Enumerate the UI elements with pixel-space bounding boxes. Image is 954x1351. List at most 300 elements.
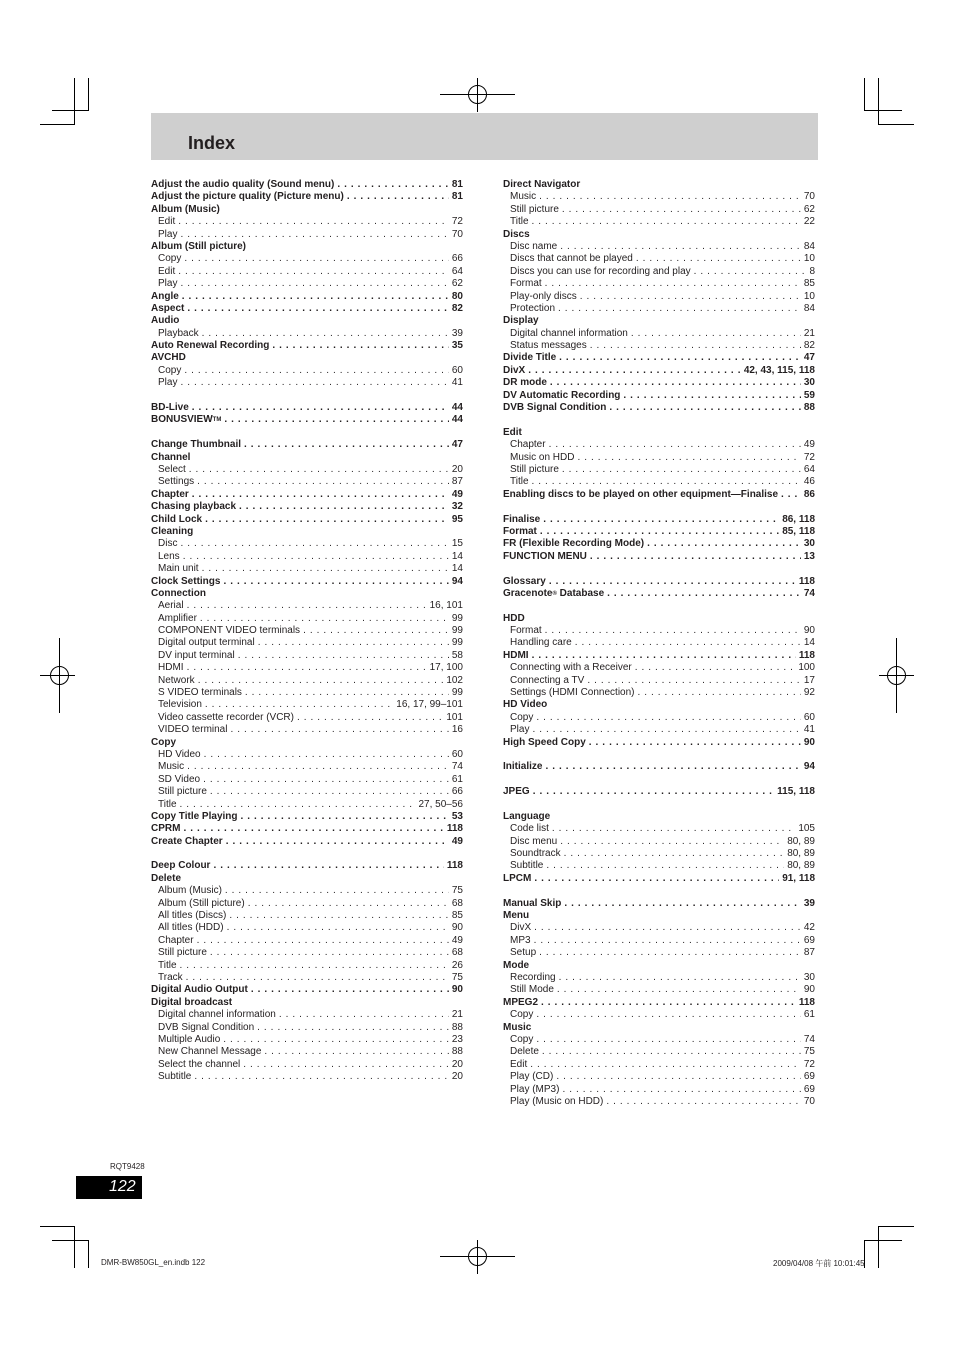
- index-entry: [503, 588, 815, 600]
- entry-term: [503, 997, 538, 1009]
- index-subentry: [151, 253, 463, 265]
- entry-term: [503, 551, 587, 563]
- dot-leader: [531, 935, 801, 947]
- index-entry: [503, 960, 815, 972]
- page-reference: 94: [803, 761, 815, 773]
- dot-leader: [536, 191, 801, 203]
- index-subentry: [151, 1059, 463, 1071]
- page-reference: 61: [803, 1009, 815, 1021]
- page-reference: 84: [803, 302, 815, 314]
- dot-leader: [603, 1096, 801, 1108]
- page-reference: 118: [798, 649, 815, 661]
- entry-term: [158, 761, 184, 773]
- page-reference: 44: [451, 402, 463, 414]
- page-number: 122: [109, 1178, 136, 1195]
- page-reference: 88: [451, 1046, 463, 1058]
- entry-term-text: All titles (Discs): [158, 910, 227, 922]
- index-entry: [503, 650, 815, 662]
- page-reference: 101: [446, 711, 463, 723]
- index-subentry: [151, 712, 463, 724]
- dot-leader: [561, 898, 801, 910]
- entry-term: [510, 204, 559, 216]
- index-subentry: [503, 637, 815, 649]
- index-subentry: [503, 984, 815, 996]
- index-subentry: [503, 972, 815, 984]
- index-subentry: [503, 303, 815, 315]
- entry-term-text: HDD: [503, 612, 525, 624]
- dot-leader: [177, 229, 448, 241]
- dot-leader: [181, 365, 449, 377]
- entry-term: [503, 229, 530, 241]
- index-subentry: [151, 1009, 463, 1021]
- entry-term-text: Title: [158, 798, 177, 810]
- index-subentry: [151, 377, 463, 389]
- dot-leader: [555, 303, 801, 315]
- entry-term-text: Title: [158, 959, 177, 971]
- dot-leader: [226, 910, 449, 922]
- entry-term-text: Connecting with a Receiver: [510, 662, 632, 674]
- entry-term: [510, 947, 536, 959]
- page-reference: 84: [803, 240, 815, 252]
- index-subentry: [151, 910, 463, 922]
- index-subentry: [503, 687, 815, 699]
- entry-term: [510, 860, 543, 872]
- dot-leader: [186, 464, 449, 476]
- entry-term: [151, 514, 202, 526]
- page-reference: 80, 89: [787, 848, 815, 860]
- page-reference: 20: [451, 463, 463, 475]
- dot-leader: [556, 352, 801, 364]
- index-subentry: [151, 662, 463, 674]
- entry-term: [503, 699, 547, 711]
- page-reference: 82: [803, 340, 815, 352]
- entry-term: [151, 576, 220, 588]
- entry-term: [503, 811, 550, 823]
- entry-term: [158, 1009, 276, 1021]
- dot-leader: [220, 576, 448, 588]
- page-reference: 49: [451, 934, 463, 946]
- entry-term-text: Edit: [510, 1058, 528, 1070]
- entry-term-text: Subtitle: [510, 860, 544, 872]
- entry-term-text: Album (Music): [151, 203, 220, 215]
- index-subentry: [503, 662, 815, 674]
- page-reference: 74: [451, 761, 463, 773]
- index-entry: [503, 538, 815, 550]
- dot-leader: [179, 291, 449, 303]
- entry-term-text: Play-only discs: [510, 290, 577, 302]
- dot-leader: [644, 538, 801, 550]
- dot-leader: [184, 761, 449, 773]
- page-reference: 68: [451, 947, 463, 959]
- index-subentry: [151, 613, 463, 625]
- dot-leader: [184, 600, 427, 612]
- entry-term: [510, 984, 554, 996]
- entry-term-text: DVB Signal Condition: [503, 402, 607, 414]
- index-subentry: [503, 266, 815, 278]
- index-entry: [151, 191, 463, 203]
- page-reference: 16: [451, 724, 463, 736]
- index-subentry: [151, 328, 463, 340]
- index-spacer: [503, 563, 815, 575]
- dot-leader: [549, 823, 795, 835]
- entry-term-text: Amplifier: [158, 612, 197, 624]
- entry-term: [158, 687, 242, 699]
- dot-leader: [561, 848, 785, 860]
- dot-leader: [553, 1071, 801, 1083]
- index-entry: [151, 501, 463, 513]
- entry-term: [510, 675, 584, 687]
- entry-term-text: Menu: [503, 910, 530, 922]
- entry-term: [158, 476, 194, 488]
- page-reference: 20: [451, 1058, 463, 1070]
- page-reference: 47: [803, 352, 815, 364]
- entry-term-text: Copy: [510, 1033, 534, 1045]
- dot-leader: [557, 241, 801, 253]
- entry-term: [158, 960, 177, 972]
- index-subentry: [151, 687, 463, 699]
- index-entry: [151, 291, 463, 303]
- index-subentry: [503, 848, 815, 860]
- entry-term-text: HDMI: [158, 662, 184, 674]
- dot-leader: [344, 191, 449, 203]
- entry-term-text: AVCHD: [151, 352, 186, 364]
- entry-term-text: Play (MP3): [510, 1083, 560, 1095]
- entry-term: [503, 786, 530, 798]
- index-entry: [503, 427, 815, 439]
- entry-term: [158, 1022, 254, 1034]
- entry-term-text: COMPONENT VIDEO terminals: [158, 625, 301, 637]
- entry-term: [503, 873, 531, 885]
- entry-term: [151, 191, 344, 203]
- entry-term: [158, 1046, 261, 1058]
- page-reference: 87: [803, 947, 815, 959]
- index-entry: [151, 526, 463, 538]
- entry-term-text: Connection: [151, 587, 206, 599]
- entry-term-text: Child Lock: [151, 513, 203, 525]
- entry-term: [158, 947, 207, 959]
- page-reference: 105: [798, 823, 815, 835]
- page-reference: 62: [451, 278, 463, 290]
- dot-leader: [248, 984, 449, 996]
- page-reference: 30: [803, 972, 815, 983]
- index-entry: [503, 315, 815, 327]
- index-entry: [503, 1022, 815, 1034]
- dot-leader: [604, 588, 801, 600]
- entry-term: [151, 588, 206, 600]
- dot-leader: [546, 439, 801, 451]
- entry-term: [503, 576, 546, 588]
- entry-term-text: Create Chapter: [151, 835, 223, 847]
- index-entry: [151, 452, 463, 464]
- dot-leader: [584, 675, 801, 687]
- page-reference: 70: [451, 228, 463, 240]
- page-reference: 22: [803, 216, 815, 228]
- page-reference: 61: [451, 773, 463, 785]
- page-reference: 17, 100: [429, 662, 463, 674]
- dot-leader: [542, 761, 800, 773]
- entry-term-text: Delete: [510, 1046, 539, 1058]
- entry-term-text: Recording: [510, 972, 556, 983]
- page-reference: 90: [451, 922, 463, 934]
- entry-term-text: VIDEO terminal: [158, 724, 228, 736]
- entry-term: [158, 675, 195, 687]
- index-subentry: [151, 365, 463, 377]
- dot-leader: [240, 1059, 449, 1071]
- dot-leader: [531, 873, 779, 885]
- page-reference: 90: [803, 736, 815, 748]
- page-reference: 42: [803, 922, 815, 934]
- entry-term-text: Play (CD): [510, 1071, 554, 1083]
- entry-term-text: Subtitle: [158, 1071, 192, 1083]
- title-band: [151, 113, 818, 160]
- entry-term: [503, 737, 586, 749]
- index-subentry: [503, 452, 815, 464]
- page-reference: 94: [451, 575, 463, 587]
- entry-term-text: BD-Live: [151, 402, 189, 414]
- page-reference: 95: [451, 513, 463, 525]
- entry-term: [510, 922, 531, 934]
- page-reference: 74: [803, 1033, 815, 1045]
- entry-term: [510, 712, 533, 724]
- entry-term: [503, 960, 529, 972]
- entry-term: [510, 452, 574, 464]
- entry-term: [510, 328, 628, 340]
- index-column-left: [151, 179, 463, 1084]
- index-subentry: [503, 1084, 815, 1096]
- page-reference: 86, 118: [782, 513, 815, 525]
- dot-leader: [175, 216, 449, 228]
- page-reference: 99: [451, 612, 463, 624]
- index-spacer: [151, 390, 463, 402]
- entry-term: [510, 972, 556, 984]
- entry-term: [503, 315, 539, 327]
- entry-term-text: Adjust the audio quality (Sound menu): [151, 179, 335, 190]
- index-subentry: [503, 675, 815, 687]
- entry-term: [151, 179, 334, 191]
- dot-leader: [189, 489, 449, 501]
- dot-leader: [294, 712, 443, 724]
- dot-leader: [554, 984, 801, 996]
- entry-term: [151, 836, 223, 848]
- entry-term-text: Main unit: [158, 563, 199, 575]
- entry-term-text: Edit: [158, 265, 176, 277]
- index-entry: [503, 761, 815, 773]
- index-subentry: [503, 922, 815, 934]
- entry-term-text: HDMI: [503, 649, 529, 661]
- dot-leader: [227, 724, 448, 736]
- index-entry: [503, 377, 815, 389]
- page-reference: 60: [803, 711, 815, 723]
- page-reference: 58: [451, 649, 463, 661]
- entry-term: [503, 538, 644, 550]
- page-reference: 14: [451, 550, 463, 562]
- entry-term-text: Discs: [503, 228, 530, 240]
- page-reference: 90: [803, 984, 815, 996]
- entry-term: [158, 724, 227, 736]
- dot-leader: [533, 1009, 801, 1021]
- entry-term-text: Chasing playback: [151, 501, 237, 513]
- entry-term: [151, 340, 269, 352]
- entry-term-text: Disc: [158, 538, 178, 550]
- entry-term: [510, 241, 557, 253]
- page-reference: 88: [803, 402, 815, 414]
- entry-term: [510, 1059, 527, 1071]
- dot-leader: [181, 253, 449, 265]
- entry-term: [510, 935, 531, 947]
- entry-term: [503, 402, 606, 414]
- entry-term-text: Edit: [503, 426, 522, 438]
- entry-term: [151, 303, 184, 315]
- page-reference: 14: [451, 563, 463, 575]
- page-reference: 75: [803, 1046, 815, 1058]
- entry-term: [158, 799, 177, 811]
- dot-leader: [620, 390, 800, 402]
- dot-leader: [177, 960, 449, 972]
- index-spacer: [151, 427, 463, 439]
- index-subentry: [503, 216, 815, 228]
- page-reference: 80, 89: [787, 835, 815, 847]
- entry-term-text: Audio: [151, 315, 180, 327]
- entry-term: [158, 1059, 240, 1071]
- page-reference: 42, 43, 115, 118: [743, 364, 815, 376]
- dot-leader: [202, 699, 393, 711]
- index-subentry: [503, 278, 815, 290]
- index-entry: [151, 241, 463, 253]
- page-reference: 59: [803, 389, 815, 401]
- dot-leader: [628, 328, 801, 340]
- page-reference: 49: [451, 488, 463, 500]
- entry-term: [510, 216, 529, 228]
- dot-leader: [200, 774, 449, 786]
- entry-term: [151, 352, 186, 364]
- index-entry: [503, 613, 815, 625]
- entry-term-text: Protection: [510, 302, 556, 314]
- index-subentry: [503, 1034, 815, 1046]
- index-subentry: [503, 947, 815, 959]
- entry-term-text: Handling care: [510, 637, 572, 649]
- index-entry: [503, 352, 815, 364]
- entry-term: [503, 1022, 531, 1034]
- dot-leader: [207, 947, 449, 959]
- entry-term: [151, 414, 221, 426]
- index-entry: [151, 588, 463, 600]
- entry-term-text: MP3: [510, 934, 531, 946]
- entry-term-suffix: Database: [556, 587, 605, 599]
- entry-term-text: Soundtrack: [510, 848, 561, 860]
- entry-term: [503, 898, 561, 910]
- entry-term: [510, 1009, 533, 1021]
- entry-term-text: High Speed Copy: [503, 736, 586, 748]
- page-reference: 72: [803, 1058, 815, 1070]
- entry-term: [158, 625, 300, 637]
- entry-term: [510, 439, 546, 451]
- dot-leader: [531, 922, 801, 934]
- page-reference: 70: [803, 1095, 815, 1107]
- index-subentry: [151, 266, 463, 278]
- dot-leader: [538, 997, 796, 1009]
- entry-term-text: Title: [510, 476, 529, 488]
- entry-term-text: DR mode: [503, 377, 547, 389]
- index-entry: [151, 514, 463, 526]
- entry-term-text: DVB Signal Condition: [158, 1021, 255, 1033]
- entry-term: [151, 860, 210, 872]
- index-entry: [151, 414, 463, 426]
- index-subentry: [151, 1071, 463, 1083]
- entry-term: [158, 464, 186, 476]
- page-reference: 85: [803, 278, 815, 290]
- index-entry: [503, 526, 815, 538]
- page-reference: 47: [451, 439, 463, 451]
- page-reference: 49: [451, 835, 463, 847]
- entry-term-text: Copy: [151, 736, 176, 748]
- entry-term: [158, 935, 194, 947]
- entry-term-text: Select: [158, 463, 186, 475]
- index-entry: [503, 402, 815, 414]
- dot-leader: [236, 501, 449, 513]
- index-subentry: [503, 712, 815, 724]
- entry-term-text: DV Automatic Recording: [503, 389, 621, 401]
- page-reference: 70: [803, 191, 815, 203]
- entry-term-text: Digital Audio Output: [151, 984, 248, 996]
- index-subentry: [151, 216, 463, 228]
- index-subentry: [151, 749, 463, 761]
- entry-term: [151, 823, 180, 835]
- page-reference: 118: [446, 860, 463, 872]
- entry-term-text: Clock Settings: [151, 575, 221, 587]
- dot-leader: [255, 637, 449, 649]
- index-subentry: [151, 476, 463, 488]
- index-entry: [151, 489, 463, 501]
- dot-leader: [254, 1022, 449, 1034]
- index-subentry: [151, 278, 463, 290]
- page-reference: 80, 89: [787, 860, 815, 872]
- dot-leader: [207, 786, 449, 798]
- entry-term-text: Chapter: [510, 439, 546, 451]
- entry-term-text: Music: [158, 761, 185, 773]
- index-subentry: [503, 328, 815, 340]
- entry-term-text: Title: [510, 216, 529, 228]
- dot-leader: [606, 402, 801, 414]
- entry-term: [158, 650, 235, 662]
- page-reference: 23: [451, 1033, 463, 1045]
- dot-leader: [586, 737, 801, 749]
- entry-term: [510, 476, 529, 488]
- entry-term-text: DivX: [510, 922, 532, 934]
- entry-term: [510, 637, 572, 649]
- page-reference: 74: [803, 587, 815, 599]
- index-entry: [503, 365, 815, 377]
- dot-leader: [557, 836, 784, 848]
- dot-leader: [547, 377, 801, 389]
- index-entry: [503, 898, 815, 910]
- entry-term-text: DivX: [503, 364, 526, 376]
- index-subentry: [151, 563, 463, 575]
- entry-term: [503, 377, 547, 389]
- entry-term: [510, 1046, 539, 1058]
- entry-term-text: Discs that cannot be played: [510, 253, 633, 265]
- entry-term-text: Divide Title: [503, 352, 557, 364]
- page-reference: 99: [451, 637, 463, 649]
- index-subentry: [151, 551, 463, 563]
- page-reference: 35: [451, 340, 463, 352]
- entry-term-text: Delete: [151, 872, 182, 884]
- entry-term: [151, 984, 248, 996]
- entry-term: [151, 811, 238, 823]
- entry-term-text: Select the channel: [158, 1058, 241, 1070]
- entry-term: [158, 613, 197, 625]
- entry-term-text: Play (Music on HDD): [510, 1095, 604, 1107]
- index-entry: [503, 551, 815, 563]
